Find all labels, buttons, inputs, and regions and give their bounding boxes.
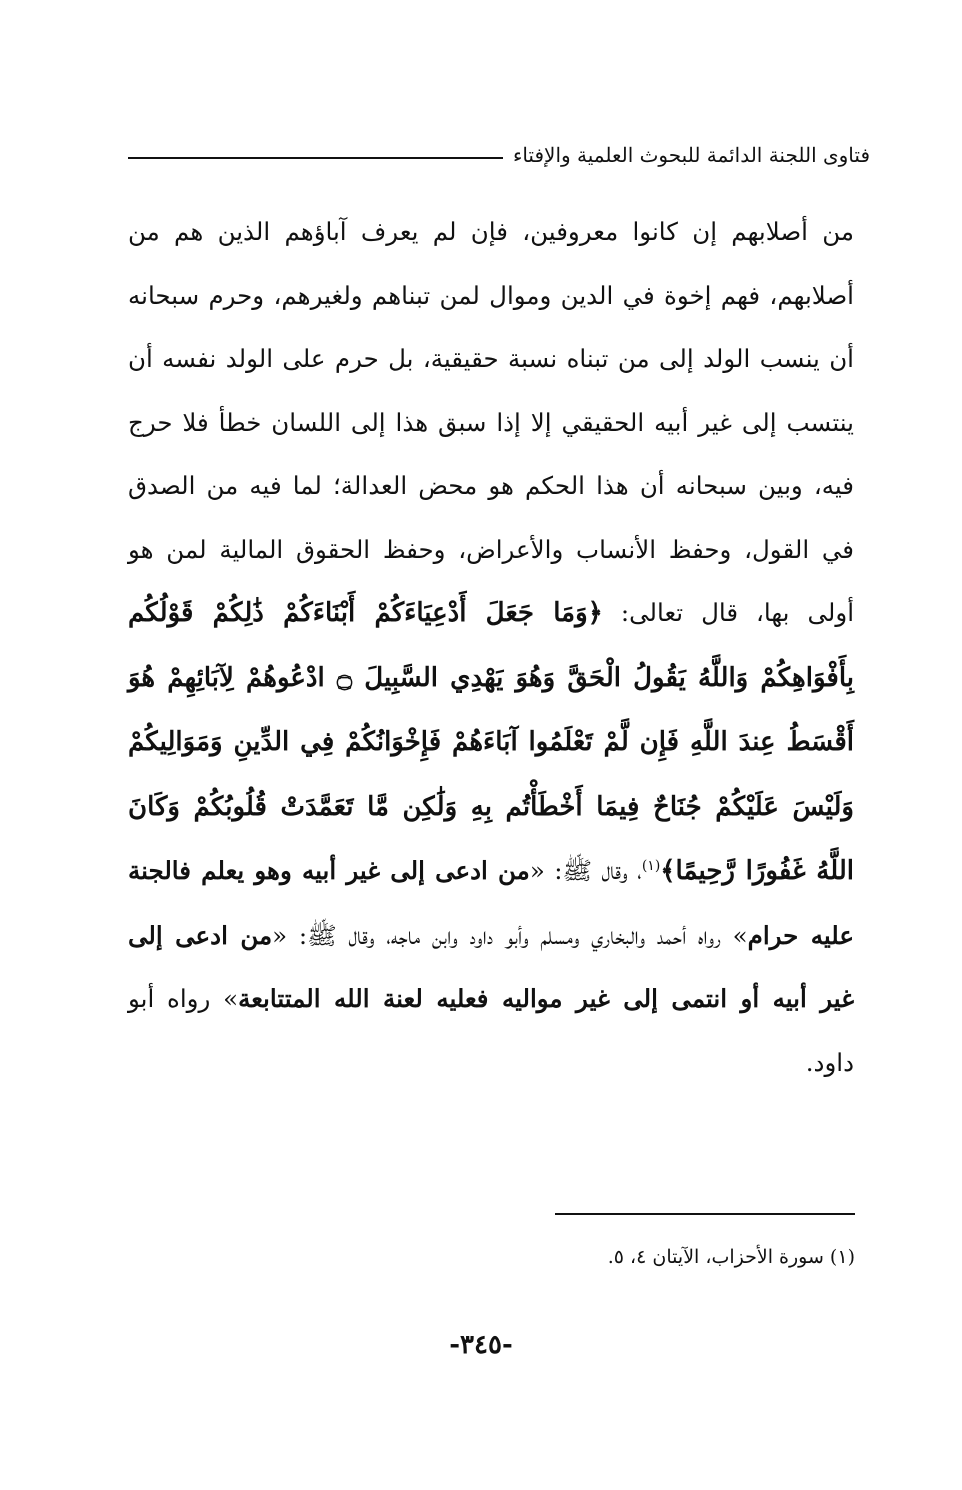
running-header [128, 135, 870, 175]
after-hadith-1: » رواه أحمد والبخاري ومسلم وأبو داود وابن ماجه، وقال ﷺ: « [272, 920, 748, 950]
hadith-1: من ادعى إلى غير أبيه وهو يعلم فالجنة عليه حرام [128, 856, 854, 950]
body-paragraph [128, 200, 854, 1094]
running-title: فتاوى اللجنة الدائمة للبحوث العلمية والإفتاء [512, 143, 870, 167]
quran-verse: ﴿وَمَا جَعَلَ أَدْعِيَاءَكُمْ أَبْنَاءَكُمْ ذَٰلِكُمْ قَوْلُكُم بِأَفْوَاهِكُمْ وَاللَّهُ يَقُولُ الْحَقَّ وَهُوَ يَهْدِي السَّبِيلَ ۝ ادْعُوهُمْ لِآبَائِهِمْ هُوَ أَقْسَطُ عِندَ اللَّهِ فَإِن لَّمْ تَعْلَمُوا آبَاءَهُمْ فَإِخْوَانُكُمْ فِي الدِّينِ وَمَوَالِيكُمْ وَلَيْسَ عَلَيْكُمْ جُنَاحٌ فِيمَا أَخْطَأْتُم بِهِ وَلَٰكِن مَّا تَعَمَّدَتْ قُلُوبُكُمْ وَكَانَ اللَّهُ غَفُورًا رَّحِيمًا﴾ [128, 598, 854, 886]
page-number: -٣٤٥- [449, 1330, 513, 1360]
footnote-marker: (١) [641, 857, 661, 874]
after-hadith-2: » رواه أبو داود. [128, 984, 854, 1077]
said-text-1: ، وقال ﷺ: « [529, 856, 642, 885]
hadith-2: من ادعى إلى غير أبيه أو انتمى إلى غير مواليه فعليه لعنة الله المتتابعة [128, 920, 855, 1013]
header-rule [128, 157, 503, 159]
footnote: (١) سورة الأحزاب، الآيتان ٤، ٥. [607, 1246, 855, 1268]
footnote-rule [555, 1213, 855, 1215]
intro-text: من أصلابهم إن كانوا معروفين، فإن لم يعرف آباؤهم الذين هم من أصلابهم، فهم إخوة في الدين وموال لمن تبناهم ولغيرهم، وحرم سبحانه أن ينسب الولد إلى من تبناه نسبة حقيقية، بل حرم على الولد نفسه أن ينتسب إلى غير أبيه الحقيقي إلا إذا سبق هذا إلى اللسان خطأ فلا حرج فيه، وبين سبحانه أن هذا الحكم هو محض العدالة؛ لما فيه من الصدق في القول، وحفظ الأنساب والأعراض، وحفظ الحقوق المالية لمن هو أولى بها، قال تعالى: [128, 217, 854, 627]
